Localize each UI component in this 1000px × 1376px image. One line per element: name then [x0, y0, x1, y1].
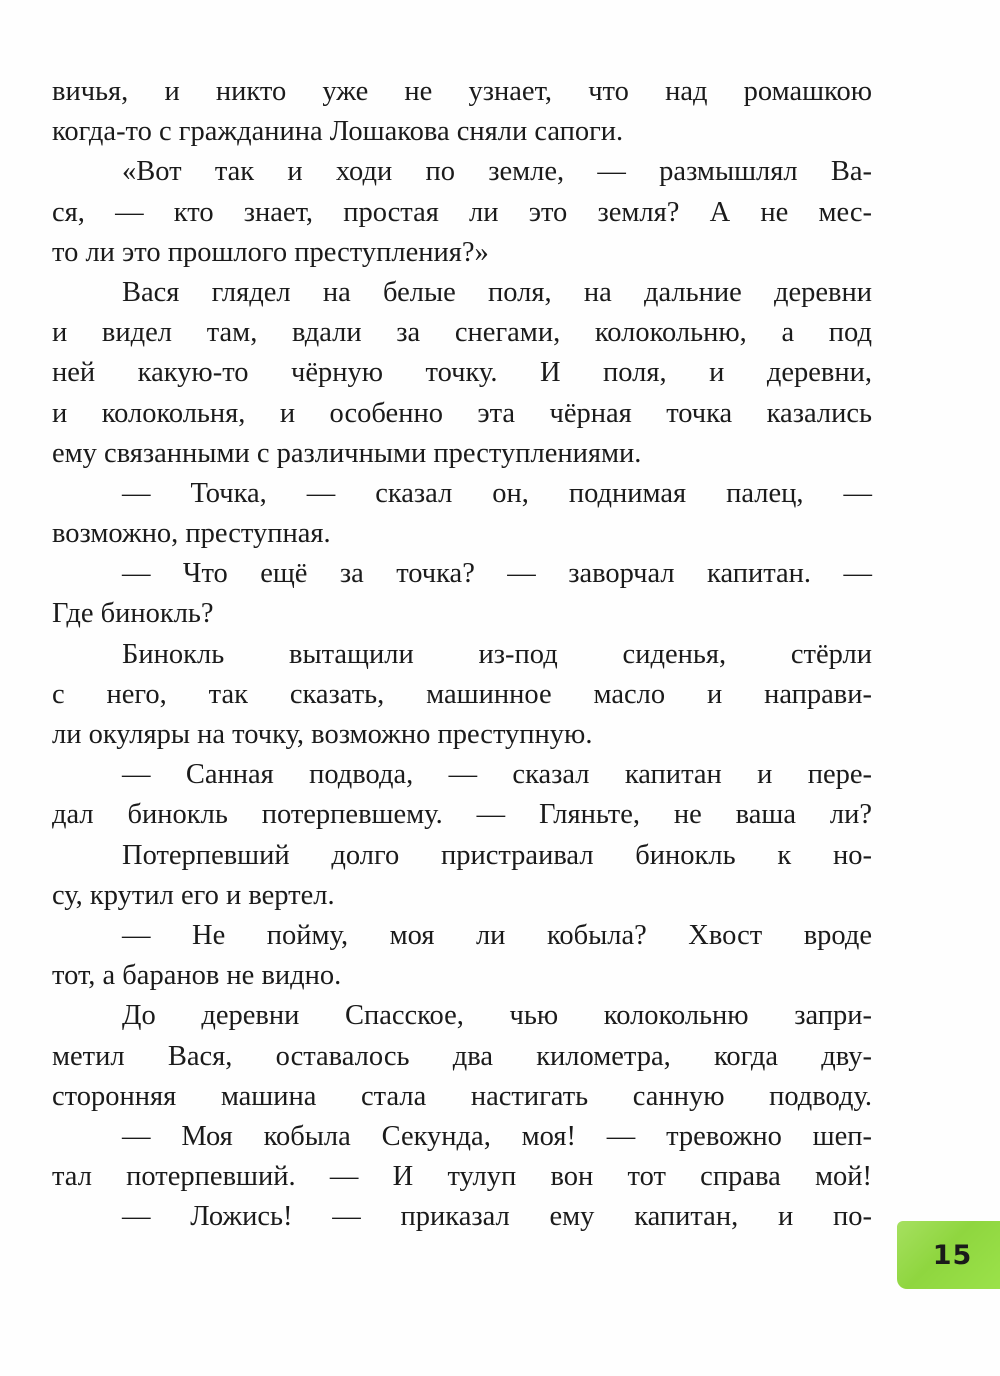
- text-line: то ли это прошлого преступления?»: [52, 236, 489, 268]
- text-line: Вася глядел на белые поля, на дальние деревни: [122, 276, 872, 308]
- text-line: — Не пойму, моя ли кобыла? Хвост вроде: [122, 919, 872, 951]
- text-line: Бинокль вытащили из-под сиденья, стёрли: [122, 638, 872, 670]
- text-line: возможно, преступная.: [52, 518, 331, 550]
- text-line: — Санная подвода, — сказал капитан и пере-: [122, 759, 872, 791]
- text-line: вичья, и никто уже не узнает, что над ромашкою: [52, 76, 872, 107]
- text-line: — Что ещё за точка? — заворчал капитан. —: [122, 558, 872, 590]
- text-line: ней какую-то чёрную точку. И поля, и деревни,: [52, 357, 872, 389]
- text-line: и видел там, вдали за снегами, колокольню, а под: [52, 317, 872, 349]
- text-line: — Точка, — сказал он, поднимая палец, —: [122, 477, 872, 509]
- text-line: — Моя кобыла Секунда, моя! — тревожно шеп-: [122, 1120, 872, 1152]
- page-number: 15: [932, 1239, 973, 1271]
- text-line: тал потерпевший. — И тулуп вон тот справа мой!: [52, 1161, 872, 1193]
- text-line: и колокольня, и особенно эта чёрная точка казались: [52, 397, 872, 429]
- text-line: тот, а баранов не видно.: [52, 960, 342, 992]
- text-line: ему связанными с различными преступлениями.: [52, 437, 642, 469]
- text-line: ся, — кто знает, простая ли это земля? А не мес-: [52, 196, 872, 228]
- text-line: Где бинокль?: [52, 598, 214, 630]
- text-line: «Вот так и ходи по земле, — размышлял Ва-: [122, 156, 872, 188]
- text-line: сторонняя машина стала настигать санную подводу.: [52, 1080, 872, 1112]
- text-line: До деревни Спасское, чью колокольню запри-: [122, 1000, 872, 1032]
- page-number-badge: [897, 1221, 1000, 1289]
- text-line: — Ложись! — приказал ему капитан, и по-: [122, 1201, 872, 1233]
- text-line: когда-то с гражданина Лошакова сняли сапоги.: [52, 116, 624, 148]
- text-line: с него, так сказать, машинное масло и направи-: [52, 678, 872, 710]
- text-line: су, крутил его и вертел.: [52, 879, 335, 911]
- text-line: дал бинокль потерпевшему. — Гляньте, не ваша ли?: [52, 799, 872, 831]
- text-line: метил Вася, оставалось два километра, когда дву-: [52, 1040, 872, 1072]
- text-line: Потерпевший долго пристраивал бинокль к но-: [122, 839, 872, 871]
- body-text: [52, 72, 872, 1237]
- text-line: ли окуляры на точку, возможно преступную.: [52, 719, 593, 750]
